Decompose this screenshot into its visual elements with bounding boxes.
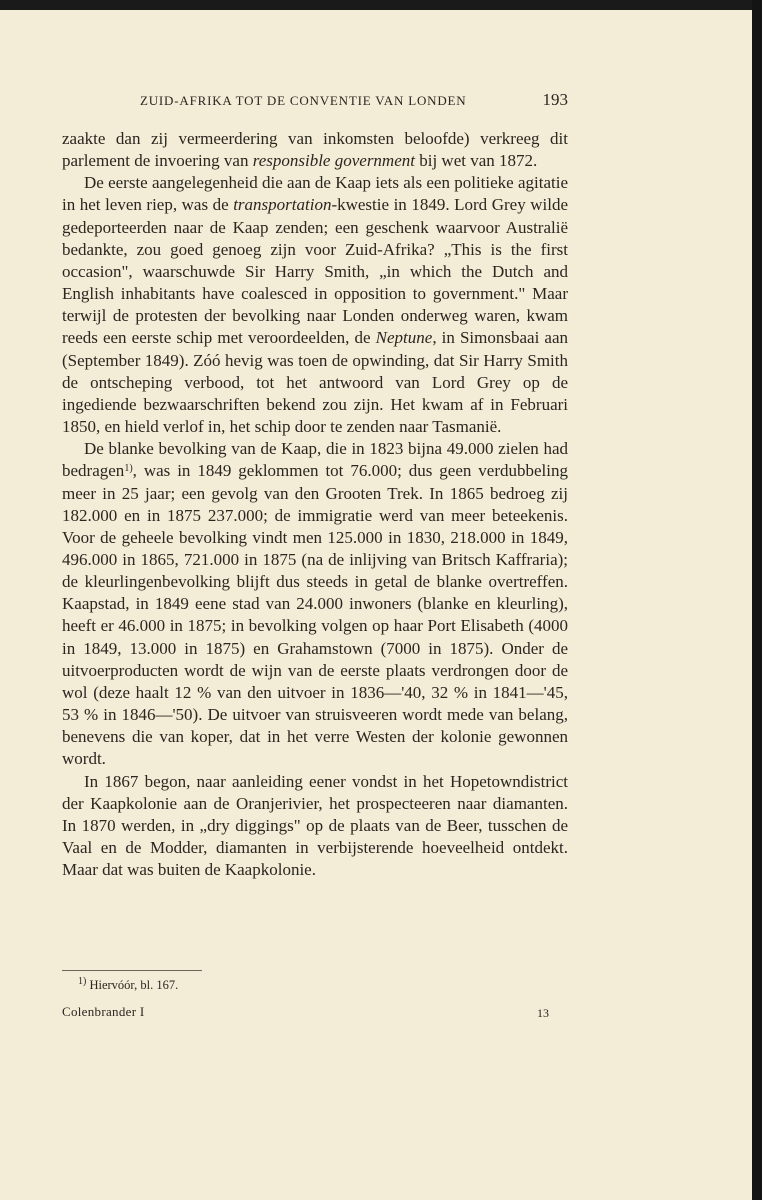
paragraph-1 (62, 128, 568, 172)
footnote-text: Hiervóór, bl. 167. (89, 978, 179, 992)
running-head: ZUID-AFRIKA TOT DE CONVENTIE VAN LONDEN (140, 93, 467, 108)
paragraph-3 (62, 438, 568, 770)
book-page (0, 10, 752, 1200)
paragraph-1-text-a: zaakte dan zij vermeerdering van inkomsten beloofde) verkreeg dit parlement de invoering van (62, 129, 568, 171)
footnote-marker: 1) (78, 976, 87, 987)
paragraph-2-text-a: De eerste aangelegenheid die aan de Kaap iets als een politieke agitatie in het leven riep, was de (62, 173, 568, 215)
paragraph-1-text-b: bij wet van 1872. (414, 151, 538, 171)
footnote-reference[interactable]: 1) (124, 463, 133, 475)
signature-line: Colenbrander I (62, 1004, 145, 1019)
body-text (62, 128, 568, 881)
page-header (62, 90, 568, 114)
scan-edge (752, 0, 762, 1200)
paragraph-2-text-c: , in Simonsbaai aan (September 1849). Zóó hevig was toen de opwinding, dat Sir Harry Smith de ontscheping verbood, tot het antwoord van Lord Grey op de ingediende bezwaarschriften bekend zou zijn. Het kwam af in Februari 1850, en hield verlof in, het schip door te zenden naar Tasmanië. (62, 328, 568, 437)
ship-name: Neptune (375, 328, 433, 348)
signature-number: 13 (537, 1006, 549, 1020)
footnote (78, 978, 178, 993)
italic-term: responsible government (252, 151, 415, 171)
paragraph-3-text-a: De blanke bevolking van de Kaap, die in 1823 bijna 49.000 zielen had bedragen (62, 439, 568, 481)
paragraph-4: In 1867 begon, naar aanleiding eener vondst in het Hopetowndistrict der Kaapkolonie aan de Oranjerivier, het prospecteeren naar diamanten. In 1870 werden, in „dry diggings" op de plaats van de Beer, tusschen de Vaal en de Modder, diamanten in verbijsterende hoeveelheid ontdekt. Maar dat was buiten de Kaapkolonie. (62, 771, 568, 880)
footnote-divider (62, 970, 202, 971)
paragraph-3-text-b: , was in 1849 geklommen tot 76.000; dus geen verdubbeling meer in 25 jaar; een gevolg van den Grooten Trek. In 1865 bedroeg zij 182.000 en in 1875 237.000; de immigratie werd van meer beteekenis. Voor de geheele bevolking vindt men 125.000 in 1830, 218.000 in 1849, 496.000 in 1865, 721.000 in 1875 (na de inlijving van Britsch Kaffraria); de kleurlingenbevolking blijft dus steeds in getal de blanke overtreffen. Kaapstad, in 1849 eene stad van 24.000 inwoners (blanke en kleurling), heeft er 46.000 in 1875; in bevolking volgen op haar Port Elisabeth (4000 in 1849, 13.000 in 1875) en Grahamstown (7000 in 1875). Onder de uitvoerproducten wordt de wijn van de eerste plaats verdrongen door de wol (deze haalt 12 % van den uitvoer in 1836—'40, 32 % in 1841—'45, 53 % in 1846—'50). De uitvoer van struisveeren wordt mede van belang, benevens die van koper, dat in het verre Westen der kolonie gewonnen wordt. (62, 461, 568, 769)
paragraph-2 (62, 172, 568, 438)
italic-term: transportation (233, 195, 332, 215)
page-number: 193 (542, 90, 568, 109)
paragraph-2-text-b: -kwestie in 1849. Lord Grey wilde gedeporteerden naar de Kaap zenden; een geschenk waarvoor Australië bedankte, zou goed genoeg zijn voor Zuid-Afrika? „This is the first occasion", waarschuwde Sir Harry Smith, „in which the Dutch and English inhabitants have coalesced in opposition to government." Maar terwijl de protesten der bevolking naar Londen onderweg waren, kwam reeds een eerste schip met veroordeelden, de (62, 195, 568, 348)
